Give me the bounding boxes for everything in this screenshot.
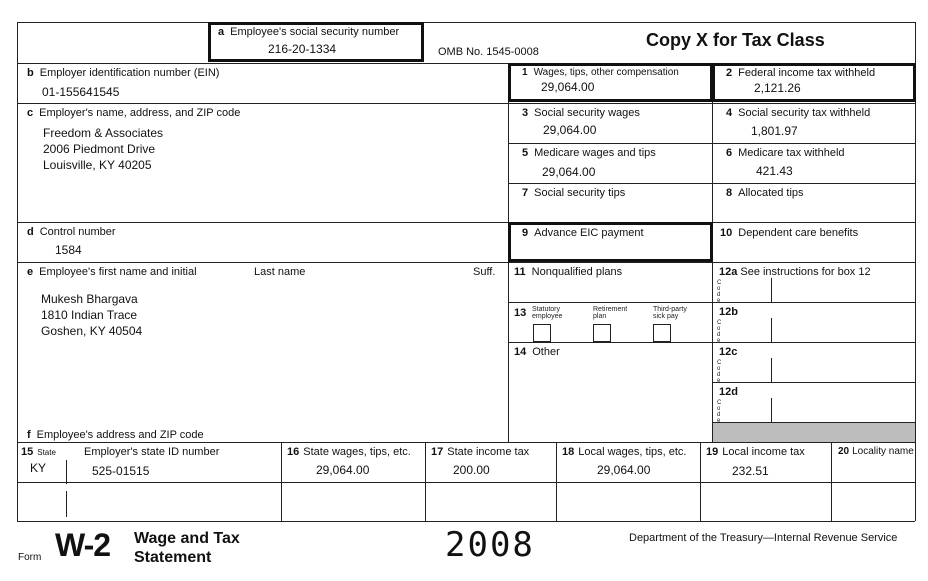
- code-label-12d: C o d e: [717, 400, 722, 424]
- box-f-label: f Employee's address and ZIP code: [27, 429, 204, 441]
- employer-street: 2006 Piedmont Drive: [43, 142, 156, 156]
- box-d-label: d Control number: [27, 226, 116, 238]
- third-party-sick-pay-label: Third-party sick pay: [653, 306, 687, 320]
- state-value: KY: [30, 461, 47, 475]
- last-name-label: Last name: [254, 266, 306, 278]
- box-b-label: b Employer identification number (EIN): [27, 67, 220, 79]
- box-8-label: 8 Allocated tips: [726, 187, 804, 199]
- statutory-employee-checkbox[interactable]: [533, 324, 551, 342]
- box-4-label: 4 Social security tax withheld: [726, 107, 871, 119]
- box-17-label: 17 State income tax: [431, 446, 530, 458]
- box-12c-label: 12c: [719, 346, 738, 358]
- retirement-plan-label: Retirement plan: [593, 306, 628, 320]
- box-14-label: 14 Other: [514, 346, 560, 358]
- box-10-label: 10 Dependent care benefits: [720, 227, 859, 239]
- box-18-label: 18 Local wages, tips, etc.: [562, 446, 687, 458]
- ein-value: 01-155641545: [42, 85, 120, 99]
- third-party-sick-pay-checkbox[interactable]: [653, 324, 671, 342]
- statutory-employee-label: Statutory employee: [532, 306, 563, 320]
- box-7-label: 7 Social security tips: [522, 187, 626, 199]
- employee-name: Mukesh Bhargava: [41, 292, 138, 306]
- box-16-value: 29,064.00: [316, 463, 370, 477]
- box-12d-label: 12d: [719, 386, 738, 398]
- box-16-label: 16 State wages, tips, etc.: [287, 446, 411, 458]
- box-e-label: e Employee's first name and initial: [27, 266, 197, 278]
- code-label-12b: C o d e: [717, 320, 722, 344]
- state-id-value: 525-01515: [92, 464, 150, 478]
- box-19-label: 19 Local income tax: [706, 446, 805, 458]
- box-6-label: 6 Medicare tax withheld: [726, 147, 845, 159]
- box-6-value: 421.43: [756, 164, 793, 178]
- code-label-12a: C o d e: [717, 280, 722, 304]
- suffix-label: Suff.: [473, 266, 496, 278]
- box-c-label: c Employer's name, address, and ZIP code: [27, 107, 241, 119]
- form-word: Form: [18, 552, 42, 563]
- copy-title: Copy X for Tax Class: [646, 30, 825, 50]
- box-2-value: 2,121.26: [754, 81, 801, 95]
- box-2-label: 2 Federal income tax withheld: [726, 67, 876, 79]
- shaded-area: [713, 423, 915, 442]
- employee-street: 1810 Indian Trace: [41, 308, 138, 322]
- box-20-label: 20 Locality name: [838, 446, 914, 457]
- irs-department: Department of the Treasury—Internal Revenue Service: [629, 532, 898, 544]
- box-1-value: 29,064.00: [541, 80, 595, 94]
- control-number-value: 1584: [55, 243, 82, 257]
- box-3-label: 3 Social security wages: [522, 107, 640, 119]
- box-5-label: 5 Medicare wages and tips: [522, 147, 656, 159]
- box-13-label: 13: [514, 307, 527, 319]
- box-19-value: 232.51: [732, 464, 769, 478]
- form-statement: Wage and Tax Statement: [134, 530, 240, 566]
- box-12b-label: 12b: [719, 306, 738, 318]
- box-1-label: 1 Wages, tips, other compensation: [522, 67, 679, 78]
- box-3-value: 29,064.00: [543, 123, 597, 137]
- box-11-label: 11 Nonqualified plans: [514, 266, 623, 278]
- employee-city: Goshen, KY 40504: [41, 324, 143, 338]
- employer-state-id-label: Employer's state ID number: [84, 446, 220, 458]
- tax-year: 2008: [445, 525, 535, 565]
- retirement-plan-checkbox[interactable]: [593, 324, 611, 342]
- box-5-value: 29,064.00: [542, 165, 596, 179]
- omb-number: OMB No. 1545-0008: [438, 46, 539, 58]
- form-id: W-2: [55, 527, 111, 563]
- box-15-label: 15 State: [21, 446, 56, 458]
- box-17-value: 200.00: [453, 463, 490, 477]
- box-18-value: 29,064.00: [597, 463, 651, 477]
- box-a-label: a Employee's social security number: [218, 26, 400, 38]
- employer-city: Louisville, KY 40205: [43, 158, 152, 172]
- ssn-value: 216-20-1334: [268, 42, 337, 56]
- code-label-12c: C o d e: [717, 360, 722, 384]
- box-4-value: 1,801.97: [751, 124, 798, 138]
- box-9-label: 9 Advance EIC payment: [522, 227, 644, 239]
- box-12a-label: 12a See instructions for box 12: [719, 266, 871, 278]
- employer-name: Freedom & Associates: [43, 126, 164, 140]
